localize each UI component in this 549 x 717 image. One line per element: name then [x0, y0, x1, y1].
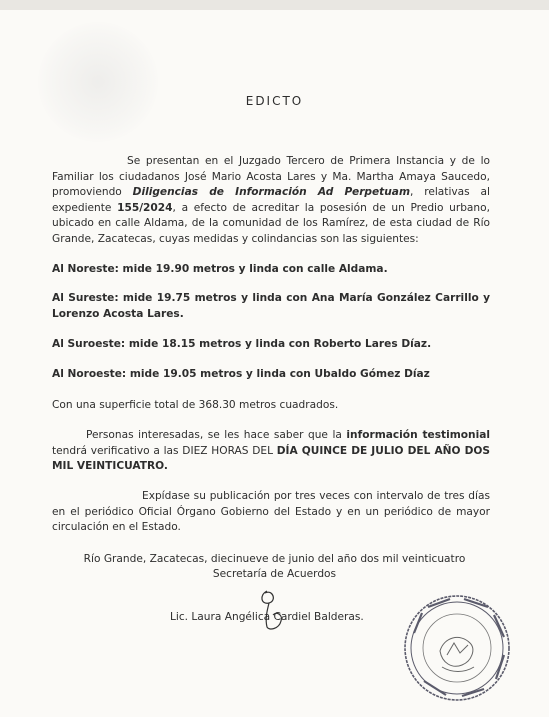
hearing-text-2: tendrá verificativo a las DIEZ HORAS DEL: [52, 444, 277, 457]
boundary-southeast: Al Sureste: mide 19.75 metros y linda con Ana María González Carrillo y Lorenzo Acosta Lares.: [52, 292, 490, 320]
intro-paragraph: [52, 154, 490, 247]
testimonial-info: información testimonial: [346, 429, 490, 441]
hearing-text-1: Personas interesadas, se les hace saber que la: [86, 429, 347, 441]
surface-total: Con una superficie total de 368.30 metros cuadrados.: [52, 399, 339, 411]
signer-name: Lic. Laura Angélica Cardiel Balderas.: [170, 611, 364, 623]
secretary-role: Secretaría de Acuerdos: [212, 568, 337, 580]
hearing-date: DÍA QUINCE DE JULIO DEL AÑO DOS MIL VEINTICUATRO.: [52, 444, 491, 472]
intro-text-1: Se presentan en el Juzgado Tercero de Primera Instancia y de lo Familiar los ciudadanos José Mario Acosta Lares y Ma. Martha Amaya Saucedo, promoviendo: [52, 155, 490, 198]
hearing-paragraph: [52, 428, 490, 475]
place-and-date: Río Grande, Zacatecas, diecinueve de junio del año dos mil veinticuatro: [83, 553, 466, 565]
scan-top-edge: [0, 0, 549, 10]
handwritten-signature: [253, 585, 293, 633]
intro-text-3: , a efecto de acreditar la posesión de un Predio urbano, ubicado en calle Aldama, de la comunidad de los Ramírez, de esta ciudad de Río Grande, Zacatecas, cuyas medidas y colindancias son las siguientes:: [52, 201, 490, 245]
publication-paragraph: Expídase su publicación por tres veces con intervalo de tres días en el periódico Oficial Órgano Gobierno del Estado y en un periódico de mayor circulación en el Estado.: [52, 490, 490, 533]
boundary-northeast: Al Noreste: mide 19.90 metros y linda con calle Aldama.: [52, 263, 388, 275]
boundary-northwest: Al Noroeste: mide 19.05 metros y linda con Ubaldo Gómez Díaz: [52, 368, 430, 380]
boundary-southwest: Al Suroeste: mide 18.15 metros y linda con Roberto Lares Díaz.: [52, 338, 432, 350]
procedure-name: Diligencias de Información Ad Perpetuam: [132, 186, 410, 198]
official-court-seal: [402, 593, 512, 703]
faded-seal-left: [38, 22, 158, 142]
document-title: EDICTO: [245, 94, 304, 108]
case-number: 155/2024: [117, 201, 173, 214]
intro-text-2: , relativas al expediente: [52, 186, 490, 214]
